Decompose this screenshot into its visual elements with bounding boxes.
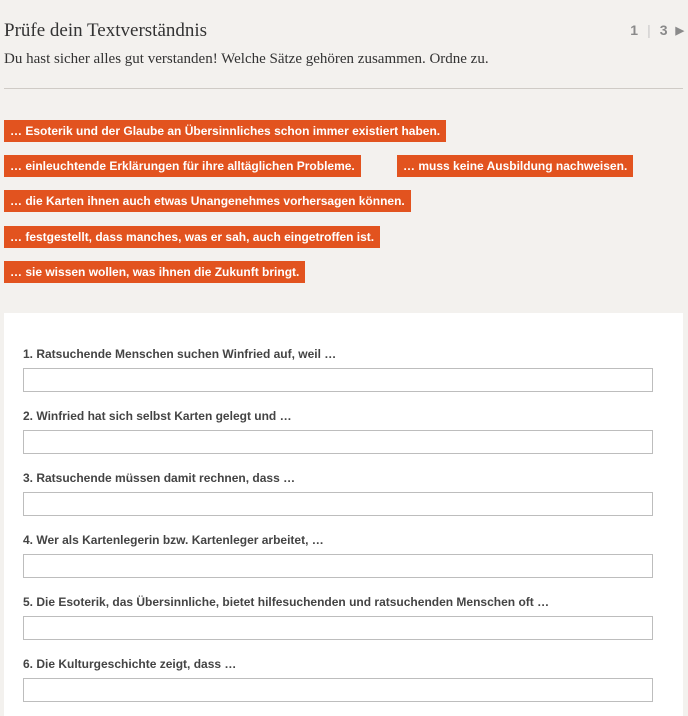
answer-chip[interactable]: … muss keine Ausbildung nachweisen. [397,155,633,177]
question-label: 1. Ratsuchende Menschen suchen Winfried auf, weil … [23,347,337,361]
answer-chip[interactable]: … die Karten ihnen auch etwas Unangenehmes vorhersagen können. [4,190,411,212]
answer-chip[interactable]: … festgestellt, dass manches, was er sah, auch eingetroffen ist. [4,226,380,248]
answer-chip[interactable]: … Esoterik und der Glaube an Übersinnliches schon immer existiert haben. [4,120,446,142]
pager-total-pages[interactable]: 3 [659,22,668,38]
triangle-right-icon[interactable]: ▶ [675,24,684,37]
answer-drop-field[interactable] [23,368,653,392]
question-label: 5. Die Esoterik, das Übersinnliche, bietet hilfesuchenden und ratsuchenden Menschen oft … [23,595,550,609]
answer-drop-field[interactable] [23,554,653,578]
answer-chip-pool [0,0,688,300]
instruction-text: Du hast sicher alles gut verstanden! Welche Sätze gehören zusammen. Ordne zu. [4,51,489,67]
answer-drop-field[interactable] [23,492,653,516]
question-label: 2. Winfried hat sich selbst Karten gelegt und … [23,409,292,423]
pager-current-page[interactable]: 1 [630,22,639,38]
answer-drop-field[interactable] [23,430,653,454]
answer-chip[interactable]: … sie wissen wollen, was ihnen die Zukunft bringt. [4,261,305,283]
question-panel [4,313,683,716]
pager-separator: | [647,22,651,38]
page-title: Prüfe dein Textverständnis [4,20,208,41]
question-label: 6. Die Kulturgeschichte zeigt, dass … [23,657,237,671]
answer-drop-field[interactable] [23,616,653,640]
question-label: 4. Wer als Kartenlegerin bzw. Kartenleger arbeitet, … [23,533,324,547]
answer-drop-field[interactable] [23,678,653,702]
question-label: 3. Ratsuchende müssen damit rechnen, dass … [23,471,296,485]
answer-chip[interactable]: … einleuchtende Erklärungen für ihre alltäglichen Probleme. [4,155,361,177]
